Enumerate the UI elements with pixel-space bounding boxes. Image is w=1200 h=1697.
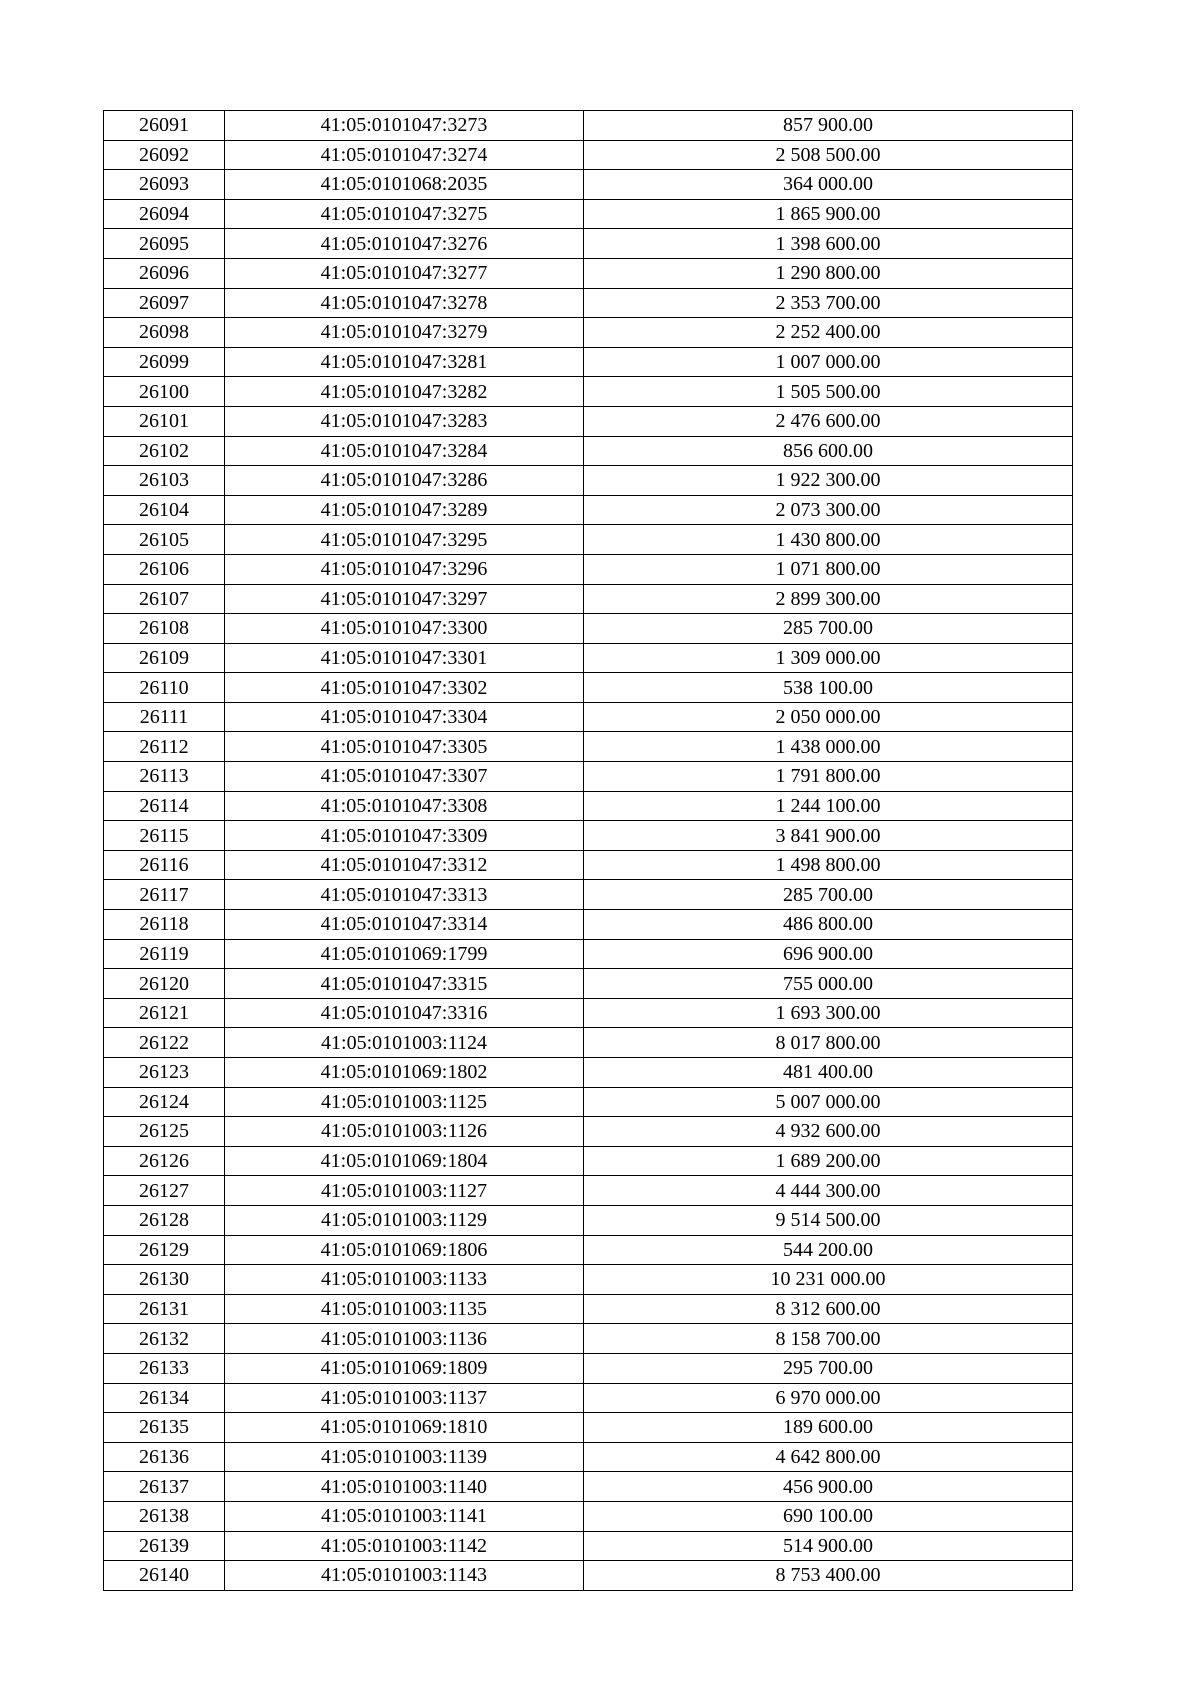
table-row [104,1087,1073,1117]
row-number-cell: 26138 [104,1501,225,1531]
cadastral-value-cell: 2 899 300.00 [584,584,1073,614]
cadastral-value-cell: 4 642 800.00 [584,1442,1073,1472]
cadastral-number-cell: 41:05:0101003:1141 [225,1501,584,1531]
table-row [104,584,1073,614]
row-number-cell: 26122 [104,1028,225,1058]
row-number-cell: 26107 [104,584,225,614]
row-number-cell: 26108 [104,614,225,644]
table-row [104,1294,1073,1324]
row-number-cell: 26105 [104,525,225,555]
cadastral-value-cell: 755 000.00 [584,969,1073,999]
cadastral-number-cell: 41:05:0101047:3304 [225,702,584,732]
row-number-cell: 26111 [104,702,225,732]
row-number-cell: 26106 [104,554,225,584]
cadastral-number-cell: 41:05:0101003:1126 [225,1117,584,1147]
cadastral-number-cell: 41:05:0101047:3297 [225,584,584,614]
table-row [104,880,1073,910]
cadastral-number-cell: 41:05:0101047:3300 [225,614,584,644]
cadastral-value-cell: 2 252 400.00 [584,318,1073,348]
row-number-cell: 26115 [104,821,225,851]
row-number-cell: 26110 [104,673,225,703]
cadastral-number-cell: 41:05:0101047:3295 [225,525,584,555]
table-row [104,643,1073,673]
table-row [104,347,1073,377]
cadastral-number-cell: 41:05:0101068:2035 [225,170,584,200]
cadastral-value-cell: 1 865 900.00 [584,199,1073,229]
row-number-cell: 26092 [104,140,225,170]
cadastral-value-cell: 1 498 800.00 [584,850,1073,880]
table-row [104,1561,1073,1591]
cadastral-number-cell: 41:05:0101047:3296 [225,554,584,584]
table-row [104,939,1073,969]
row-number-cell: 26098 [104,318,225,348]
table-row [104,406,1073,436]
cadastral-number-cell: 41:05:0101047:3275 [225,199,584,229]
row-number-cell: 26103 [104,466,225,496]
cadastral-value-cell: 486 800.00 [584,910,1073,940]
table-row [104,1531,1073,1561]
table-row [104,910,1073,940]
table-row [104,732,1073,762]
row-number-cell: 26119 [104,939,225,969]
cadastral-value-cell: 856 600.00 [584,436,1073,466]
cadastral-value-cell: 364 000.00 [584,170,1073,200]
cadastral-number-cell: 41:05:0101003:1140 [225,1472,584,1502]
table-row [104,229,1073,259]
table-row [104,1383,1073,1413]
cadastral-number-cell: 41:05:0101069:1810 [225,1413,584,1443]
cadastral-number-cell: 41:05:0101069:1802 [225,1058,584,1088]
cadastral-number-cell: 41:05:0101069:1806 [225,1235,584,1265]
cadastral-value-cell: 189 600.00 [584,1413,1073,1443]
table-row [104,969,1073,999]
cadastral-value-cell: 1 290 800.00 [584,258,1073,288]
row-number-cell: 26140 [104,1561,225,1591]
cadastral-number-cell: 41:05:0101047:3283 [225,406,584,436]
table-row [104,258,1073,288]
cadastral-number-cell: 41:05:0101003:1127 [225,1176,584,1206]
cadastral-number-cell: 41:05:0101047:3273 [225,111,584,141]
cadastral-value-cell: 5 007 000.00 [584,1087,1073,1117]
table-row [104,1235,1073,1265]
table-row [104,850,1073,880]
cadastral-value-cell: 10 231 000.00 [584,1265,1073,1295]
row-number-cell: 26091 [104,111,225,141]
table-row [104,288,1073,318]
cadastral-number-cell: 41:05:0101047:3313 [225,880,584,910]
row-number-cell: 26128 [104,1205,225,1235]
cadastral-value-cell: 1 689 200.00 [584,1146,1073,1176]
cadastral-value-cell: 1 438 000.00 [584,732,1073,762]
cadastral-number-cell: 41:05:0101003:1139 [225,1442,584,1472]
cadastral-value-cell: 4 444 300.00 [584,1176,1073,1206]
row-number-cell: 26104 [104,495,225,525]
row-number-cell: 26120 [104,969,225,999]
cadastral-value-cell: 4 932 600.00 [584,1117,1073,1147]
table-row [104,1353,1073,1383]
cadastral-number-cell: 41:05:0101003:1124 [225,1028,584,1058]
table-row [104,1472,1073,1502]
table-body [104,111,1073,1591]
cadastral-number-cell: 41:05:0101003:1135 [225,1294,584,1324]
row-number-cell: 26137 [104,1472,225,1502]
cadastral-number-cell: 41:05:0101003:1137 [225,1383,584,1413]
row-number-cell: 26100 [104,377,225,407]
cadastral-number-cell: 41:05:0101003:1129 [225,1205,584,1235]
row-number-cell: 26099 [104,347,225,377]
cadastral-number-cell: 41:05:0101003:1125 [225,1087,584,1117]
table-row [104,140,1073,170]
table-row [104,466,1073,496]
cadastral-number-cell: 41:05:0101047:3308 [225,791,584,821]
cadastral-value-cell: 690 100.00 [584,1501,1073,1531]
cadastral-number-cell: 41:05:0101047:3309 [225,821,584,851]
row-number-cell: 26131 [104,1294,225,1324]
table-row [104,791,1073,821]
table-row [104,673,1073,703]
cadastral-value-cell: 1 922 300.00 [584,466,1073,496]
cadastral-value-cell: 1 430 800.00 [584,525,1073,555]
cadastral-number-cell: 41:05:0101047:3277 [225,258,584,288]
cadastral-value-cell: 1 505 500.00 [584,377,1073,407]
row-number-cell: 26124 [104,1087,225,1117]
cadastral-number-cell: 41:05:0101047:3281 [225,347,584,377]
cadastral-number-cell: 41:05:0101003:1136 [225,1324,584,1354]
cadastral-value-cell: 285 700.00 [584,614,1073,644]
row-number-cell: 26117 [104,880,225,910]
table-row [104,762,1073,792]
cadastral-value-cell: 538 100.00 [584,673,1073,703]
cadastral-number-cell: 41:05:0101047:3305 [225,732,584,762]
cadastral-number-cell: 41:05:0101069:1809 [225,1353,584,1383]
cadastral-value-cell: 8 753 400.00 [584,1561,1073,1591]
cadastral-value-cell: 544 200.00 [584,1235,1073,1265]
table-row [104,525,1073,555]
row-number-cell: 26101 [104,406,225,436]
row-number-cell: 26113 [104,762,225,792]
row-number-cell: 26130 [104,1265,225,1295]
table-row [104,1028,1073,1058]
table-row [104,1413,1073,1443]
cadastral-value-cell: 1 398 600.00 [584,229,1073,259]
row-number-cell: 26096 [104,258,225,288]
cadastral-value-cell: 8 017 800.00 [584,1028,1073,1058]
table-row [104,1176,1073,1206]
table-row [104,1058,1073,1088]
cadastral-number-cell: 41:05:0101047:3276 [225,229,584,259]
cadastral-number-cell: 41:05:0101047:3316 [225,998,584,1028]
table-row [104,554,1073,584]
cadastral-value-cell: 2 476 600.00 [584,406,1073,436]
row-number-cell: 26095 [104,229,225,259]
row-number-cell: 26097 [104,288,225,318]
cadastral-number-cell: 41:05:0101003:1142 [225,1531,584,1561]
cadastral-value-cell: 285 700.00 [584,880,1073,910]
row-number-cell: 26093 [104,170,225,200]
table-row [104,495,1073,525]
table-row [104,821,1073,851]
row-number-cell: 26102 [104,436,225,466]
table-row [104,1442,1073,1472]
cadastral-number-cell: 41:05:0101069:1804 [225,1146,584,1176]
cadastral-number-cell: 41:05:0101047:3314 [225,910,584,940]
row-number-cell: 26121 [104,998,225,1028]
row-number-cell: 26134 [104,1383,225,1413]
cadastral-value-cell: 2 073 300.00 [584,495,1073,525]
cadastral-number-cell: 41:05:0101047:3302 [225,673,584,703]
cadastral-value-cell: 1 791 800.00 [584,762,1073,792]
cadastral-value-cell: 696 900.00 [584,939,1073,969]
cadastral-number-cell: 41:05:0101003:1133 [225,1265,584,1295]
table-row [104,111,1073,141]
cadastral-number-cell: 41:05:0101047:3307 [225,762,584,792]
cadastral-value-cell: 2 508 500.00 [584,140,1073,170]
table-row [104,1205,1073,1235]
cadastral-value-cell: 6 970 000.00 [584,1383,1073,1413]
cadastral-number-cell: 41:05:0101003:1143 [225,1561,584,1591]
cadastral-value-cell: 2 353 700.00 [584,288,1073,318]
table-row [104,377,1073,407]
cadastral-value-cell: 514 900.00 [584,1531,1073,1561]
cadastral-number-cell: 41:05:0101047:3286 [225,466,584,496]
table-row [104,1265,1073,1295]
table-row [104,1146,1073,1176]
cadastral-value-cell: 456 900.00 [584,1472,1073,1502]
row-number-cell: 26116 [104,850,225,880]
cadastral-number-cell: 41:05:0101047:3315 [225,969,584,999]
cadastral-number-cell: 41:05:0101047:3312 [225,850,584,880]
table-row [104,170,1073,200]
cadastral-value-cell: 9 514 500.00 [584,1205,1073,1235]
cadastral-value-cell: 1 007 000.00 [584,347,1073,377]
row-number-cell: 26112 [104,732,225,762]
table-row [104,1501,1073,1531]
table-row [104,702,1073,732]
cadastral-number-cell: 41:05:0101047:3278 [225,288,584,318]
row-number-cell: 26133 [104,1353,225,1383]
table-row [104,199,1073,229]
row-number-cell: 26127 [104,1176,225,1206]
table-row [104,1117,1073,1147]
row-number-cell: 26109 [104,643,225,673]
row-number-cell: 26118 [104,910,225,940]
cadastral-value-cell: 481 400.00 [584,1058,1073,1088]
table-row [104,1324,1073,1354]
row-number-cell: 26123 [104,1058,225,1088]
table-row [104,998,1073,1028]
row-number-cell: 26132 [104,1324,225,1354]
cadastral-number-cell: 41:05:0101047:3274 [225,140,584,170]
row-number-cell: 26126 [104,1146,225,1176]
cadastral-number-cell: 41:05:0101047:3282 [225,377,584,407]
cadastral-value-cell: 3 841 900.00 [584,821,1073,851]
cadastral-number-cell: 41:05:0101047:3289 [225,495,584,525]
cadastral-value-cell: 1 071 800.00 [584,554,1073,584]
cadastral-number-cell: 41:05:0101047:3301 [225,643,584,673]
row-number-cell: 26129 [104,1235,225,1265]
row-number-cell: 26136 [104,1442,225,1472]
cadastral-value-cell: 857 900.00 [584,111,1073,141]
row-number-cell: 26094 [104,199,225,229]
cadastral-value-cell: 1 309 000.00 [584,643,1073,673]
cadastral-value-table [103,110,1073,1591]
cadastral-value-cell: 1 244 100.00 [584,791,1073,821]
table-row [104,436,1073,466]
row-number-cell: 26135 [104,1413,225,1443]
cadastral-value-cell: 8 312 600.00 [584,1294,1073,1324]
cadastral-value-cell: 295 700.00 [584,1353,1073,1383]
row-number-cell: 26125 [104,1117,225,1147]
row-number-cell: 26114 [104,791,225,821]
table-row [104,318,1073,348]
row-number-cell: 26139 [104,1531,225,1561]
cadastral-number-cell: 41:05:0101069:1799 [225,939,584,969]
cadastral-number-cell: 41:05:0101047:3284 [225,436,584,466]
table-row [104,614,1073,644]
cadastral-value-cell: 2 050 000.00 [584,702,1073,732]
cadastral-number-cell: 41:05:0101047:3279 [225,318,584,348]
cadastral-value-cell: 1 693 300.00 [584,998,1073,1028]
cadastral-value-cell: 8 158 700.00 [584,1324,1073,1354]
